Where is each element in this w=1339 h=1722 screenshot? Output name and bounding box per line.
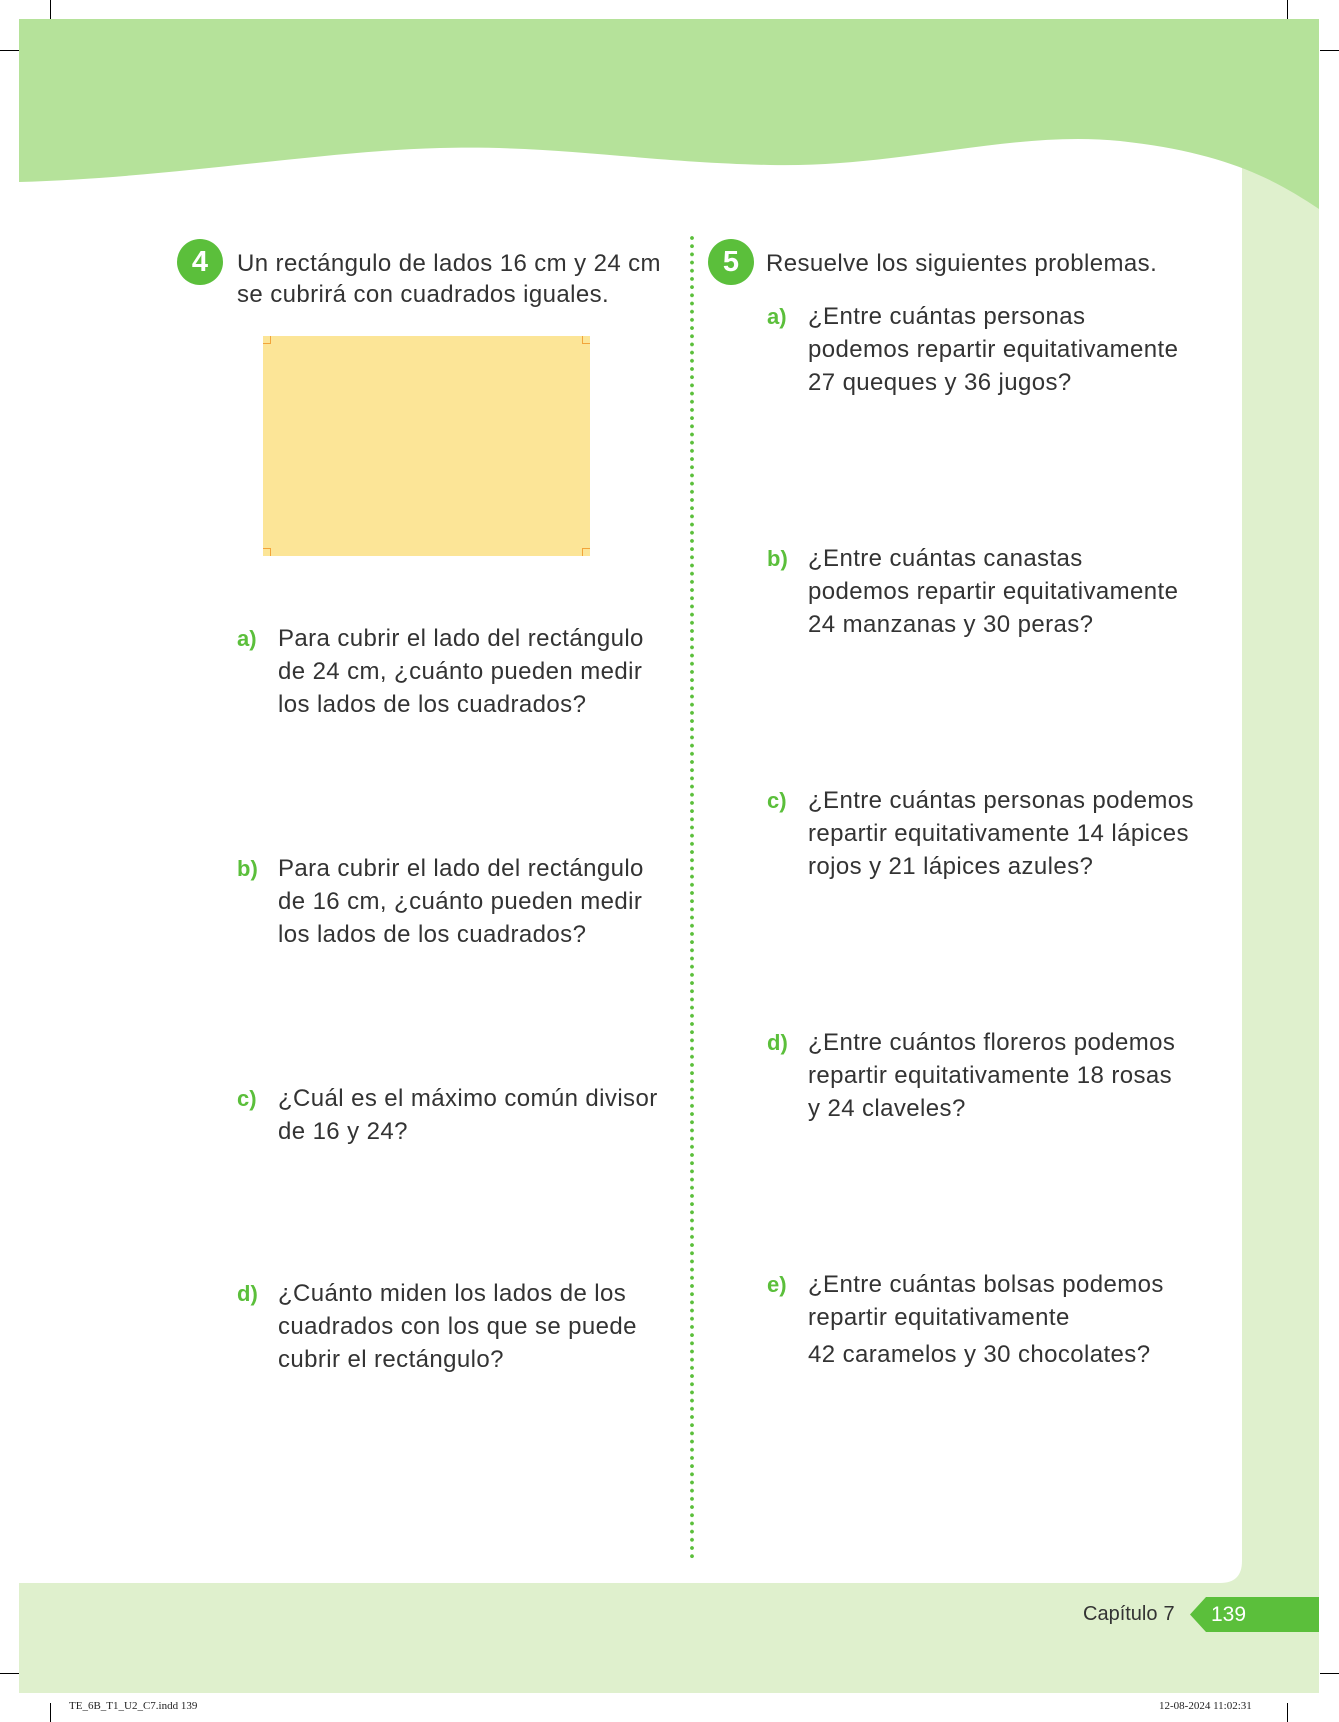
crop-mark-bottom-right-horizontal — [1320, 1673, 1339, 1674]
item-label: c) — [767, 788, 787, 813]
question-line: ¿Entre cuántas personas podemos — [808, 787, 1194, 814]
question-line: 27 queques y 36 jugos? — [808, 369, 1072, 396]
question-line: ¿Cuánto miden los lados de los — [278, 1280, 627, 1307]
crop-mark-bottom-left-horizontal — [0, 1673, 19, 1674]
item-question — [808, 784, 1194, 883]
question-line: los lados de los cuadrados? — [278, 921, 587, 948]
exercise-5-item-b — [767, 542, 1187, 652]
print-slug-timestamp: 12-08-2024 11:02:31 — [1159, 1700, 1252, 1712]
question-line: y 24 claveles? — [808, 1095, 966, 1122]
crop-mark-bottom-right-vertical — [1287, 1703, 1288, 1722]
exercise-number-badge: 4 — [177, 239, 223, 285]
item-label: e) — [767, 1272, 787, 1297]
right-angle-marker — [263, 336, 271, 344]
item-label: a) — [767, 304, 787, 329]
question-line: los lados de los cuadrados? — [278, 691, 587, 718]
prompt-line: Resuelve los siguientes problemas. — [766, 250, 1158, 277]
item-label: d) — [767, 1030, 788, 1055]
item-question — [278, 1082, 658, 1148]
question-line: ¿Entre cuántas canastas — [808, 545, 1083, 572]
exercise-4-item-c — [237, 1082, 657, 1192]
right-angle-marker — [263, 548, 271, 556]
question-line: de 24 cm, ¿cuánto pueden medir — [278, 658, 643, 685]
item-question — [278, 622, 644, 721]
question-line: ¿Entre cuántos floreros podemos — [808, 1029, 1176, 1056]
question-line: de 16 cm, ¿cuánto pueden medir — [278, 888, 643, 915]
question-line: 42 caramelos y 30 chocolates? — [808, 1341, 1151, 1368]
exercise-5-item-e — [767, 1268, 1187, 1378]
question-line: podemos repartir equitativamente — [808, 336, 1179, 363]
question-line: de 16 y 24? — [278, 1118, 408, 1145]
question-line: rojos y 21 lápices azules? — [808, 853, 1094, 880]
right-angle-marker — [582, 336, 590, 344]
prompt-line: Un rectángulo de lados 16 cm y 24 cm — [237, 250, 661, 277]
exercise-prompt — [766, 248, 1157, 279]
item-label: b) — [767, 546, 788, 571]
item-label: a) — [237, 626, 257, 651]
item-question — [808, 1026, 1175, 1125]
question-line: 24 manzanas y 30 peras? — [808, 611, 1094, 638]
crop-mark-bottom-left-vertical — [50, 1703, 51, 1722]
crop-mark-top-left-horizontal — [0, 50, 19, 51]
print-slug-file: TE_6B_T1_U2_C7.indd 139 — [69, 1700, 198, 1712]
prompt-line: se cubrirá con cuadrados iguales. — [237, 281, 610, 308]
chapter-word: Capítulo — [1083, 1603, 1158, 1625]
exercise-5-item-c — [767, 784, 1194, 894]
exercise-4-item-b — [237, 852, 657, 962]
question-line: cubrir el rectángulo? — [278, 1346, 504, 1373]
rectangle-figure — [263, 336, 590, 556]
item-question — [808, 1268, 1164, 1371]
exercise-5-item-d — [767, 1026, 1187, 1136]
question-line: repartir equitativamente 14 lápices — [808, 820, 1189, 847]
question-line: cuadrados con los que se puede — [278, 1313, 637, 1340]
question-line: ¿Entre cuántas personas — [808, 303, 1086, 330]
crop-mark-top-left-vertical — [50, 0, 51, 19]
page-number-tab — [1180, 1590, 1339, 1640]
question-line: ¿Cuál es el máximo común divisor — [278, 1085, 658, 1112]
exercise-5-item-a — [767, 300, 1187, 410]
chapter-number: 7 — [1163, 1603, 1175, 1625]
column-divider — [690, 236, 694, 1559]
exercise-4-item-a — [237, 622, 657, 732]
item-question — [808, 542, 1178, 641]
question-line: ¿Entre cuántas bolsas podemos — [808, 1271, 1164, 1298]
question-line: Para cubrir el lado del rectángulo — [278, 625, 644, 652]
item-question — [808, 300, 1178, 399]
item-question — [278, 1277, 637, 1376]
question-line: Para cubrir el lado del rectángulo — [278, 855, 644, 882]
item-label: d) — [237, 1281, 258, 1306]
item-question — [278, 852, 644, 951]
question-line: repartir equitativamente 18 rosas — [808, 1062, 1173, 1089]
page-number: 139 — [1211, 1603, 1247, 1626]
exercise-number-badge: 5 — [708, 239, 754, 285]
question-line: podemos repartir equitativamente — [808, 578, 1179, 605]
exercise-prompt — [237, 248, 661, 310]
right-angle-marker — [582, 548, 590, 556]
exercise-4-item-d — [237, 1277, 657, 1387]
crop-mark-top-right-horizontal — [1320, 50, 1339, 51]
item-label: b) — [237, 856, 258, 881]
item-label: c) — [237, 1086, 257, 1111]
crop-mark-top-right-vertical — [1287, 0, 1288, 19]
chapter-label — [1083, 1597, 1175, 1632]
question-line: repartir equitativamente — [808, 1304, 1070, 1331]
